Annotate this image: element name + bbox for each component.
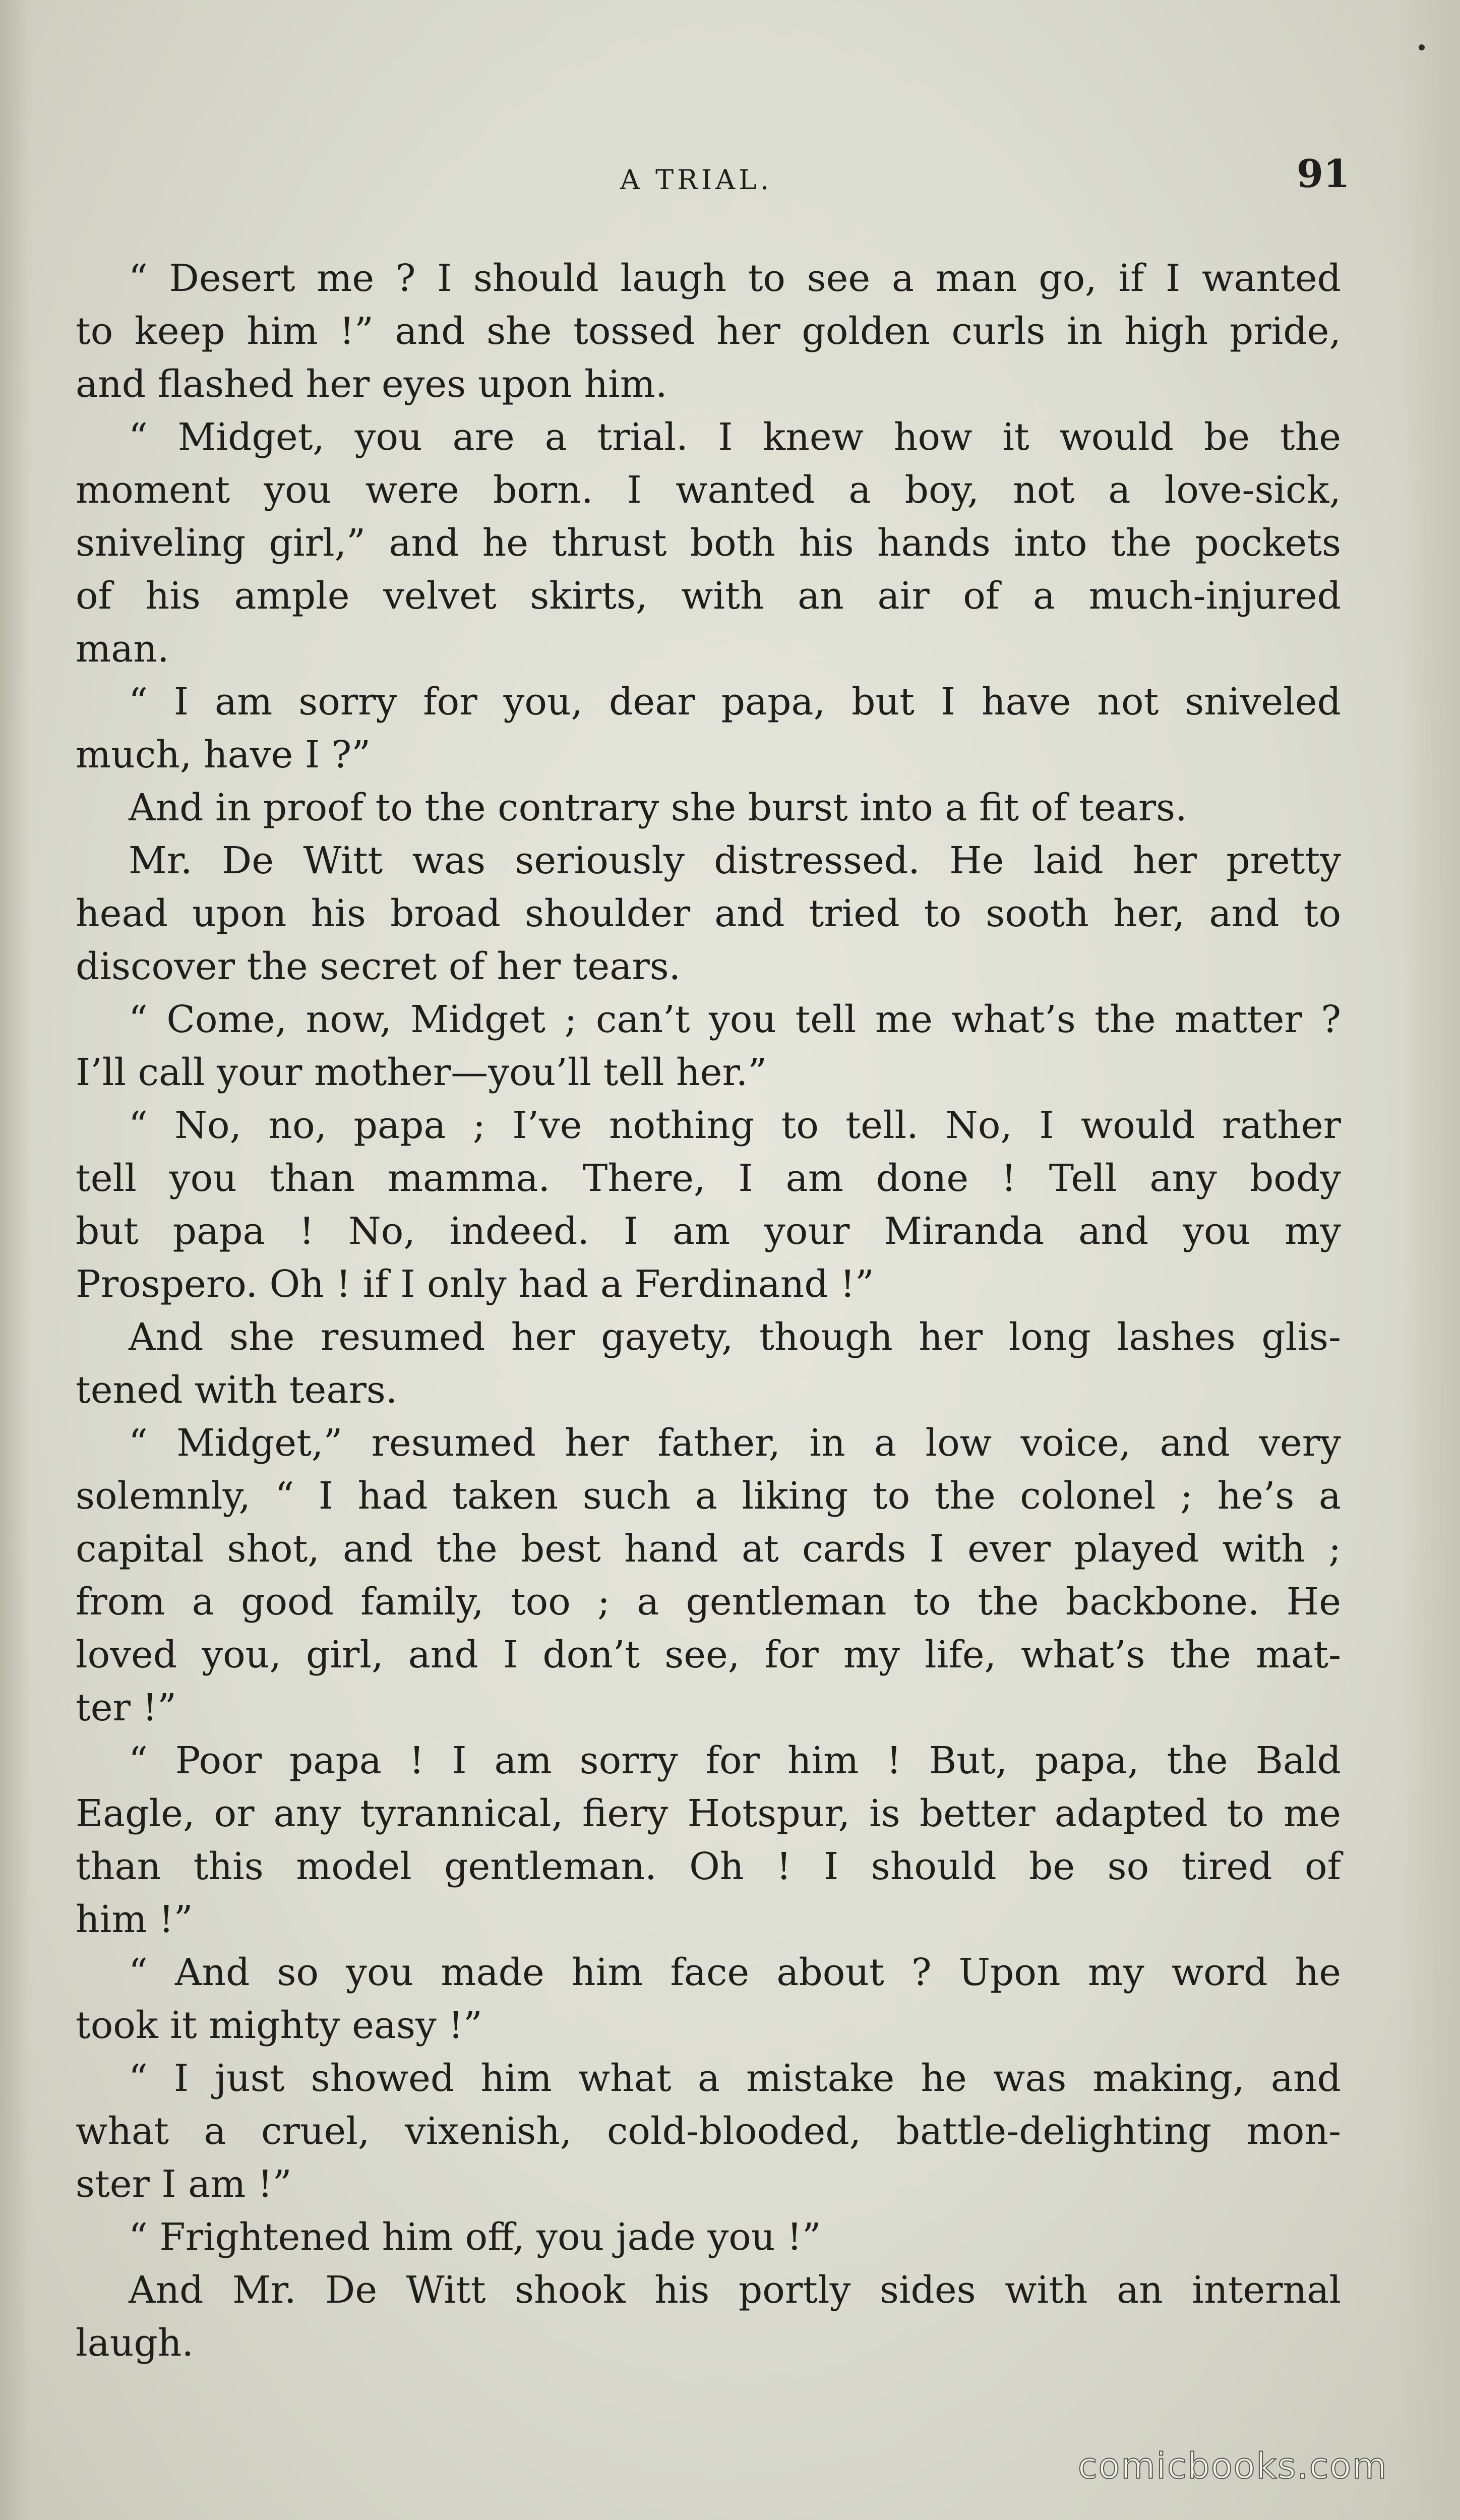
text-line: And she resumed her gayety, though her long lashes glis- [129,1315,1341,1359]
text-line: ter !” [76,1686,176,1729]
page-edge-shadow-left [0,0,30,2520]
text-line: and flashed her eyes upon him. [76,363,667,406]
text-line: Prospero. Oh ! if I only had a Ferdinand !” [76,1263,874,1306]
text-line: laugh. [76,2321,194,2365]
text-line: “ I just showed him what a mistake he was making, and [129,2057,1341,2100]
text-line: capital shot, and the best hand at cards I ever played with ; [76,1527,1341,1571]
page-number: 91 [1297,151,1350,196]
text-line: Mr. De Witt was seriously distressed. He laid her pretty [129,839,1341,882]
text-line: man. [76,627,169,671]
text-line: “ Midget, you are a trial. I knew how it would be the [129,415,1341,459]
text-line: what a cruel, vixenish, cold-blooded, battle-delighting mon- [76,2110,1341,2153]
ink-speck [1419,44,1425,50]
text-line: “ Midget,” resumed her father, in a low voice, and very [129,1421,1341,1465]
text-line: “ Frightened him off, you jade you !” [129,2215,821,2259]
text-line: tened with tears. [76,1368,398,1412]
text-line: moment you were born. I wanted a boy, not a love-sick, [76,468,1341,512]
text-line: much, have I ?” [76,733,371,776]
text-line: loved you, girl, and I don’t see, for my life, what’s the mat- [76,1633,1341,1676]
text-line: solemnly, “ I had taken such a liking to the colonel ; he’s a [76,1474,1341,1518]
text-line: ster I am !” [76,2163,292,2206]
text-line: “ And so you made him face about ? Upon my word he [129,1951,1341,1994]
text-line: sniveling girl,” and he thrust both his hands into the pockets [76,521,1341,565]
body-text [76,252,1341,2370]
text-line: than this model gentleman. Oh ! I should be so tired of [76,1845,1341,1888]
text-line: And in proof to the contrary she burst into a fit of tears. [129,786,1187,829]
text-line: from a good family, too ; a gentleman to the backbone. He [76,1580,1341,1624]
text-line: “ Poor papa ! I am sorry for him ! But, papa, the Bald [129,1739,1341,1782]
text-line: Eagle, or any tyrannical, fiery Hotspur, is better adapted to me [76,1792,1341,1835]
text-line: head upon his broad shoulder and tried to sooth her, and to [76,892,1341,935]
text-line: “ Desert me ? I should laugh to see a man go, if I wanted [129,257,1341,300]
text-line: “ Come, now, Midget ; can’t you tell me what’s the matter ? [129,998,1341,1041]
text-line: him !” [76,1898,193,1941]
text-line: tell you than mamma. There, I am done ! Tell any body [76,1157,1341,1200]
text-line: discover the secret of her tears. [76,945,681,988]
running-head: A TRIAL. [620,164,773,196]
watermark-text: comicbooks.com [1078,2445,1388,2487]
text-line: I’ll call your mother—you’ll tell her.” [76,1051,767,1094]
page-edge-shadow-right [1400,0,1460,2520]
text-line: of his ample velvet skirts, with an air of a much-injured [76,574,1341,618]
text-line: to keep him !” and she tossed her golden curls in high pride, [76,310,1341,353]
text-line: took it mighty easy !” [76,2004,482,2047]
text-line: “ No, no, papa ; I’ve nothing to tell. No, I would rather [129,1104,1341,1147]
text-line: And Mr. De Witt shook his portly sides with an internal [129,2268,1341,2312]
text-line: but papa ! No, indeed. I am your Miranda and you my [76,1210,1341,1253]
text-line: “ I am sorry for you, dear papa, but I have not sniveled [129,680,1341,724]
